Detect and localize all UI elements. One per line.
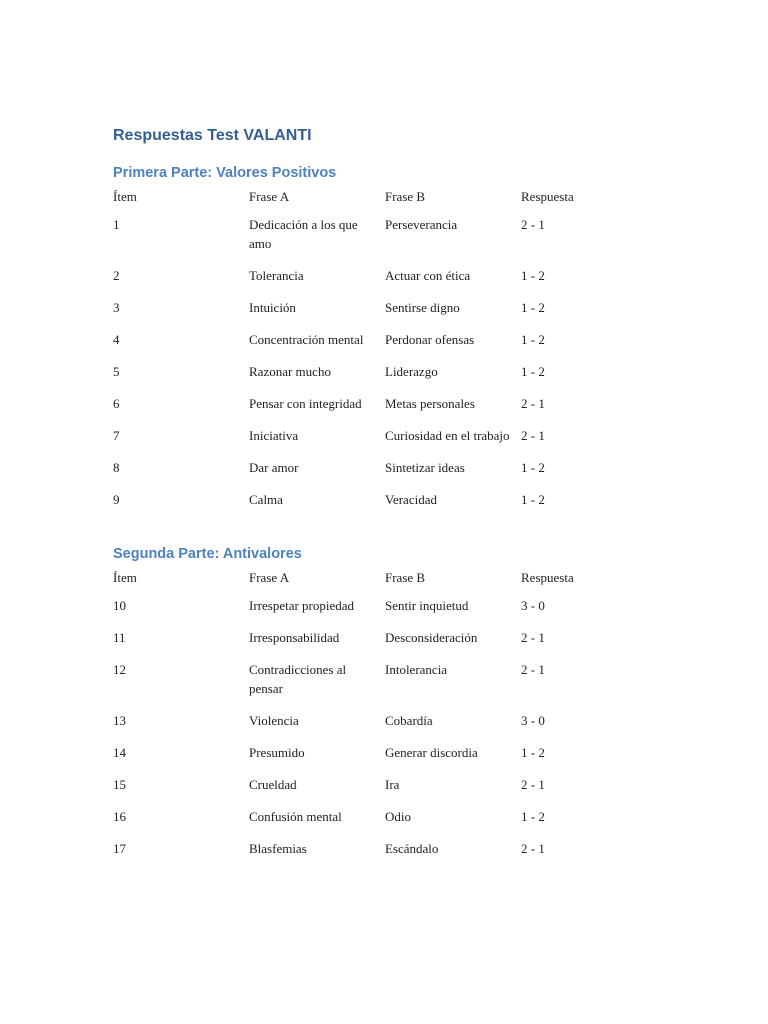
- respuesta-cell: 2 - 1: [521, 841, 545, 856]
- table-header-row: [113, 183, 657, 215]
- column-header-frase-a: Frase A: [249, 189, 290, 204]
- frase-b-cell: Liderazgo: [385, 364, 438, 379]
- respuesta-cell: 1 - 2: [521, 268, 545, 283]
- table-row: [113, 807, 657, 839]
- frase-b-cell: Metas personales: [385, 396, 475, 411]
- item-cell: 5: [113, 364, 120, 379]
- frase-a-cell: Pensar con integridad: [249, 396, 362, 411]
- frase-b-cell: Sentirse digno: [385, 300, 460, 315]
- table-row: [113, 426, 657, 458]
- respuesta-cell: 2 - 1: [521, 629, 545, 645]
- frase-a-cell: Concentración mental: [249, 332, 364, 347]
- frase-b-cell: Generar discordia: [385, 745, 478, 760]
- item-cell: 2: [113, 268, 120, 283]
- respuesta-cell: 3 - 0: [521, 713, 545, 728]
- item-cell: 16: [113, 809, 126, 824]
- table-row: [113, 596, 657, 628]
- frase-b-cell: Veracidad: [385, 492, 437, 507]
- column-header-frase-b: Frase B: [385, 570, 426, 585]
- column-header-respuesta: Respuesta: [521, 570, 574, 585]
- frase-a-cell: Confusión mental: [249, 809, 342, 824]
- answers-table: [113, 183, 657, 522]
- table-row: [113, 775, 657, 807]
- section-antivalores: [113, 544, 657, 871]
- frase-b-cell: Perseverancia: [385, 216, 458, 232]
- table-row: [113, 298, 657, 330]
- frase-a-cell: Irresponsabilidad: [249, 629, 340, 645]
- item-cell: 10: [113, 597, 126, 613]
- table-row: [113, 330, 657, 362]
- table-body: [113, 215, 657, 523]
- frase-a-cell: Irrespetar propiedad: [249, 597, 355, 613]
- table-row: [113, 215, 657, 267]
- section-valores-positivos: [113, 163, 657, 522]
- table-row: [113, 458, 657, 490]
- item-cell: 14: [113, 745, 126, 760]
- frase-a-cell: Dedicación a los que amo: [249, 216, 358, 251]
- frase-b-cell: Actuar con ética: [385, 268, 471, 283]
- item-cell: 7: [113, 428, 120, 443]
- respuesta-cell: 1 - 2: [521, 460, 545, 475]
- frase-a-cell: Dar amor: [249, 460, 299, 475]
- frase-b-cell: Sintetizar ideas: [385, 460, 465, 475]
- frase-b-cell: Desconsideración: [385, 629, 478, 645]
- frase-a-cell: Tolerancia: [249, 268, 304, 283]
- section-heading: Segunda Parte: Antivalores: [113, 546, 302, 562]
- table-body: [113, 596, 657, 872]
- frase-b-cell: Curiosidad en el trabajo: [385, 428, 510, 443]
- item-cell: 1: [113, 216, 120, 232]
- frase-b-cell: Escándalo: [385, 841, 439, 856]
- item-cell: 3: [113, 300, 120, 315]
- frase-a-cell: Calma: [249, 492, 283, 507]
- frase-a-cell: Contradicciones al pensar: [249, 661, 347, 696]
- table-row: [113, 362, 657, 394]
- item-cell: 11: [113, 629, 126, 645]
- frase-b-cell: Perdonar ofensas: [385, 332, 475, 347]
- frase-a-cell: Blasfemias: [249, 841, 307, 856]
- column-header-frase-b: Frase B: [385, 189, 426, 204]
- respuesta-cell: 1 - 2: [521, 364, 545, 379]
- item-cell: 13: [113, 713, 126, 728]
- table-row: [113, 660, 657, 712]
- table-row: [113, 490, 657, 522]
- respuesta-cell: 2 - 1: [521, 216, 545, 232]
- respuesta-cell: 1 - 2: [521, 332, 545, 347]
- item-cell: 17: [113, 841, 126, 856]
- respuesta-cell: 1 - 2: [521, 492, 545, 507]
- respuesta-cell: 2 - 1: [521, 777, 545, 792]
- respuesta-cell: 1 - 2: [521, 809, 545, 824]
- frase-b-cell: Ira: [385, 777, 400, 792]
- respuesta-cell: 2 - 1: [521, 396, 545, 411]
- respuesta-cell: 2 - 1: [521, 428, 545, 443]
- frase-a-cell: Violencia: [249, 713, 299, 728]
- column-header-item: Ítem: [113, 570, 137, 585]
- table-row: [113, 839, 657, 871]
- frase-a-cell: Razonar mucho: [249, 364, 331, 379]
- item-cell: 4: [113, 332, 120, 347]
- respuesta-cell: 3 - 0: [521, 597, 545, 613]
- column-header-respuesta: Respuesta: [521, 189, 574, 204]
- document-page: [113, 126, 657, 871]
- table-row: [113, 711, 657, 743]
- respuesta-cell: 2 - 1: [521, 661, 545, 677]
- item-cell: 8: [113, 460, 120, 475]
- document-title: Respuestas Test VALANTI: [113, 127, 312, 144]
- respuesta-cell: 1 - 2: [521, 745, 545, 760]
- item-cell: 15: [113, 777, 126, 792]
- item-cell: 6: [113, 396, 120, 411]
- column-header-item: Ítem: [113, 189, 137, 204]
- table-header-row: [113, 564, 657, 596]
- section-heading: Primera Parte: Valores Positivos: [113, 165, 337, 181]
- frase-b-cell: Intolerancia: [385, 661, 448, 677]
- frase-a-cell: Crueldad: [249, 777, 297, 792]
- table-row: [113, 628, 657, 660]
- frase-a-cell: Presumido: [249, 745, 305, 760]
- table-row: [113, 266, 657, 298]
- frase-a-cell: Iniciativa: [249, 428, 299, 443]
- table-row: [113, 743, 657, 775]
- frase-b-cell: Odio: [385, 809, 411, 824]
- frase-b-cell: Cobardía: [385, 713, 433, 728]
- item-cell: 12: [113, 661, 126, 677]
- table-row: [113, 394, 657, 426]
- frase-a-cell: Intuición: [249, 300, 296, 315]
- column-header-frase-a: Frase A: [249, 570, 290, 585]
- frase-b-cell: Sentir inquietud: [385, 597, 469, 613]
- item-cell: 9: [113, 492, 120, 507]
- answers-table: [113, 564, 657, 871]
- respuesta-cell: 1 - 2: [521, 300, 545, 315]
